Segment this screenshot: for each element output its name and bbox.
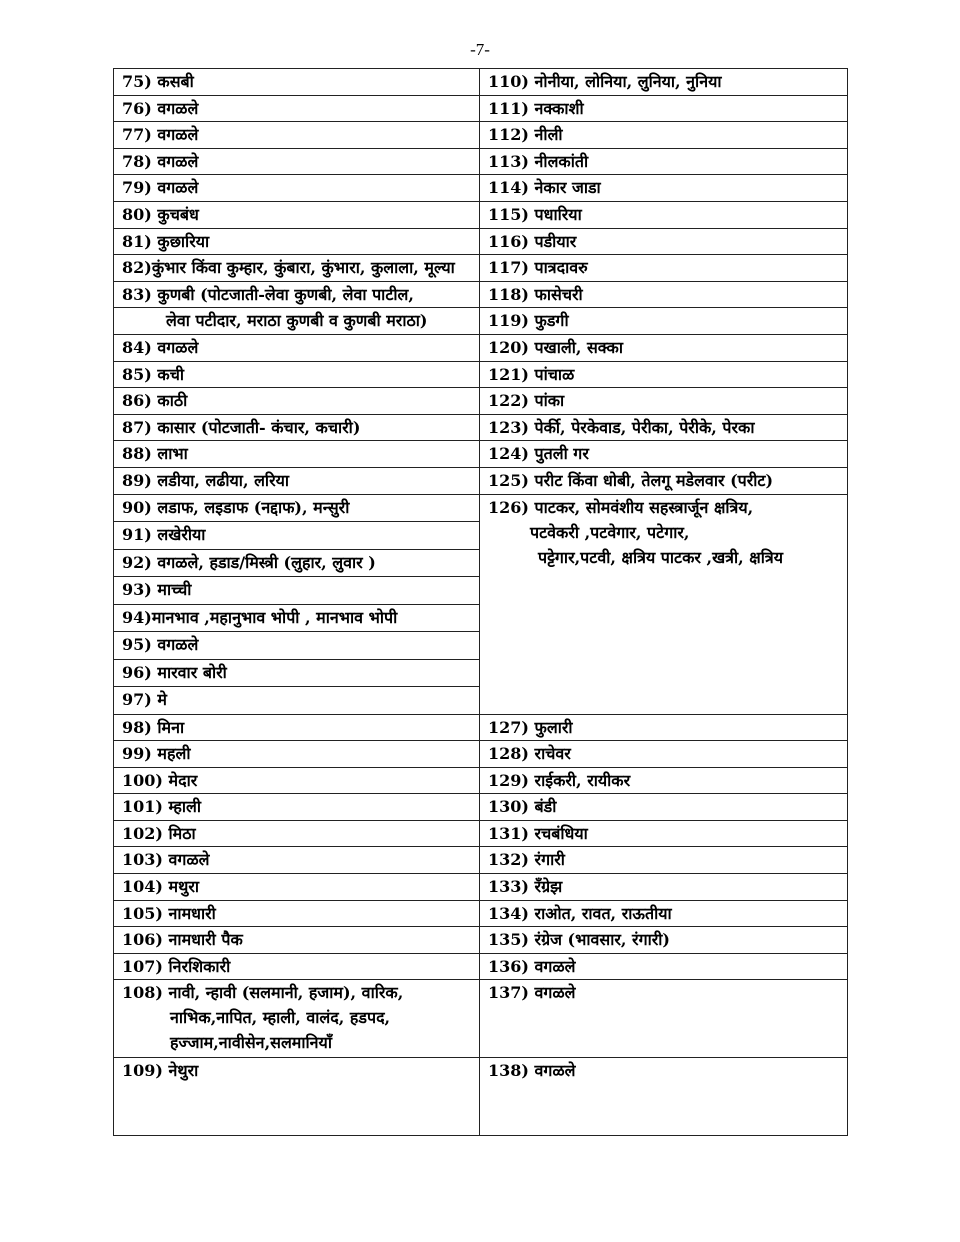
left-cell bbox=[114, 148, 480, 175]
table-row bbox=[114, 148, 848, 175]
entry-text: 85) कची bbox=[122, 364, 184, 384]
entry-text: 88) लाभा bbox=[122, 444, 188, 464]
left-cell bbox=[114, 953, 480, 980]
entry-text: 129) राईकरी, रायीकर bbox=[488, 770, 631, 790]
left-cell bbox=[114, 175, 480, 202]
right-cell bbox=[480, 980, 848, 1058]
left-cell bbox=[114, 441, 480, 468]
table-row bbox=[114, 95, 848, 122]
entry-text: पट्टेगार,पटवी, क्षत्रिय पाटकर ,खत्री, क्षत्रिय bbox=[538, 547, 784, 567]
left-cell bbox=[114, 467, 480, 494]
left-cell bbox=[114, 767, 480, 794]
table-row bbox=[114, 494, 848, 522]
right-cell bbox=[480, 847, 848, 874]
left-cell bbox=[114, 874, 480, 901]
entry-text: हज्जाम,नावीसेन,सलमानियॉं bbox=[170, 1033, 332, 1053]
entry-text: 106) नामधारी पैक bbox=[122, 930, 243, 950]
left-cell bbox=[114, 927, 480, 954]
right-cell bbox=[480, 794, 848, 821]
entry-text: 132) रंगारी bbox=[488, 850, 565, 870]
entry-text: 122) पांका bbox=[488, 391, 565, 411]
entry-text: 80) कुचबंध bbox=[122, 204, 199, 224]
entry-text: 90) लडाफ, लइडाफ (नद्दाफ), मन्सुरी bbox=[122, 497, 350, 517]
table-row bbox=[114, 927, 848, 954]
entry-text: 89) लडीया, लढीया, लरिया bbox=[122, 470, 290, 490]
table-row bbox=[114, 201, 848, 228]
page-number: -7- bbox=[470, 40, 490, 59]
entry-text: पटवेकरी ,पटवेगार, पटेगार, bbox=[530, 522, 690, 542]
entry-text: 99) महली bbox=[122, 744, 191, 764]
entry-text: 114) नेकार जाडा bbox=[488, 178, 601, 198]
table-row bbox=[114, 953, 848, 980]
table-row bbox=[114, 334, 848, 361]
right-cell bbox=[480, 361, 848, 388]
right-cell bbox=[480, 201, 848, 228]
entry-text: 119) फुडगी bbox=[488, 311, 569, 331]
left-cell bbox=[114, 577, 480, 605]
entry-text: 113) नीलकांती bbox=[488, 151, 589, 171]
table-row bbox=[114, 414, 848, 441]
entry-text: 82)कुंभार किंवा कुम्हार, कुंबारा, कुंभारा, कुलाला, मूल्या bbox=[122, 258, 455, 278]
right-cell bbox=[480, 122, 848, 149]
right-cell bbox=[480, 228, 848, 255]
entry-text: 138) वगळले bbox=[488, 1061, 576, 1081]
entry-text: 127) फुलारी bbox=[488, 717, 573, 737]
right-cell bbox=[480, 69, 848, 96]
table-row bbox=[114, 281, 848, 308]
entry-text: 112) नीली bbox=[488, 125, 563, 145]
left-cell bbox=[114, 604, 480, 632]
left-cell bbox=[114, 847, 480, 874]
table-row bbox=[114, 361, 848, 388]
entry-text: 103) वगळले bbox=[122, 850, 210, 870]
left-cell bbox=[114, 414, 480, 441]
entry-text: 131) रचबंधिया bbox=[488, 823, 588, 843]
left-cell bbox=[114, 361, 480, 388]
entry-text: 94)मानभाव ,महानुभाव भोपी , मानभाव भोपी bbox=[122, 607, 398, 627]
entry-text: 75) कसबी bbox=[122, 72, 194, 91]
left-cell bbox=[114, 632, 480, 660]
entry-text: लेवा पटीदार, मराठा कुणबी व कुणबी मराठा) bbox=[166, 311, 428, 331]
entry-text: 96) मारवार बोरी bbox=[122, 662, 227, 682]
table-row bbox=[114, 1058, 848, 1136]
table-row bbox=[114, 69, 848, 96]
right-cell bbox=[480, 388, 848, 415]
table-row bbox=[114, 874, 848, 901]
table-row bbox=[114, 741, 848, 768]
left-cell bbox=[114, 334, 480, 361]
left-cell bbox=[114, 1058, 480, 1136]
right-cell bbox=[480, 95, 848, 122]
left-cell bbox=[114, 741, 480, 768]
table-row bbox=[114, 308, 848, 335]
right-cell bbox=[480, 441, 848, 468]
entry-text: 77) वगळले bbox=[122, 125, 199, 145]
entry-text: नाभिक,नापित, म्हाली, वालंद, हडपद, bbox=[170, 1008, 391, 1028]
entry-text: 118) फासेचरी bbox=[488, 284, 583, 304]
entry-text: 91) लखेरीया bbox=[122, 525, 206, 544]
entry-text: 137) वगळले bbox=[488, 983, 576, 1003]
right-cell bbox=[480, 308, 848, 335]
entry-text: 84) वगळले bbox=[122, 337, 199, 357]
left-cell bbox=[114, 687, 480, 715]
table-row bbox=[114, 175, 848, 202]
left-cell bbox=[114, 549, 480, 577]
table-row bbox=[114, 467, 848, 494]
entry-text: 121) पांचाळ bbox=[488, 364, 575, 384]
table-row bbox=[114, 388, 848, 415]
entry-text: 125) परीट किंवा धोबी, तेलगू मडेलवार (परीट) bbox=[488, 470, 774, 490]
left-cell bbox=[114, 255, 480, 282]
left-cell bbox=[114, 794, 480, 821]
left-cell bbox=[114, 714, 480, 741]
right-cell bbox=[480, 767, 848, 794]
entry-text: 108) नावी, न्हावी (सलमानी, हजाम), वारिक, bbox=[122, 983, 404, 1003]
right-cell bbox=[480, 820, 848, 847]
entry-text: 100) मेदार bbox=[122, 770, 198, 790]
entry-text: 102) मिठा bbox=[122, 823, 196, 843]
right-cell bbox=[480, 1058, 848, 1136]
right-cell bbox=[480, 255, 848, 282]
table-row bbox=[114, 794, 848, 821]
left-cell bbox=[114, 201, 480, 228]
table-row bbox=[114, 980, 848, 1058]
entry-text: 136) वगळले bbox=[488, 956, 576, 976]
entry-text: 110) नोनीया, लोनिया, लुनिया, नुनिया bbox=[488, 72, 722, 91]
entry-text: 133) रँग्रेझ bbox=[488, 877, 563, 897]
entry-text: 111) नक्काशी bbox=[488, 98, 584, 118]
entry-text: 120) पखाली, सक्का bbox=[488, 337, 623, 357]
entry-text: 126) पाटकर, सोमवंशीय सहस्त्रार्जून क्षत्रिय, bbox=[488, 497, 754, 517]
right-cell bbox=[480, 874, 848, 901]
right-cell bbox=[480, 281, 848, 308]
entry-text: 115) पधारिया bbox=[488, 204, 582, 224]
right-cell bbox=[480, 953, 848, 980]
entry-text: 86) काठी bbox=[122, 391, 188, 411]
entry-text: 92) वगळले, हडाड/मिस्त्री (लुहार, लुवार ) bbox=[122, 552, 376, 572]
table-row bbox=[114, 820, 848, 847]
entry-text: 93) माच्ची bbox=[122, 580, 192, 599]
table-row bbox=[114, 122, 848, 149]
entry-text: 130) बंडी bbox=[488, 797, 557, 817]
right-cell bbox=[480, 741, 848, 768]
entry-text: 116) पडीयार bbox=[488, 231, 577, 251]
entry-text: 117) पात्रदावरु bbox=[488, 258, 588, 278]
right-cell bbox=[480, 414, 848, 441]
left-cell bbox=[114, 308, 480, 335]
right-cell bbox=[480, 334, 848, 361]
table-row bbox=[114, 441, 848, 468]
left-cell bbox=[114, 95, 480, 122]
entry-text: 124) पुतली गर bbox=[488, 444, 589, 464]
table-row bbox=[114, 714, 848, 741]
entry-text: 97) मे bbox=[122, 690, 167, 709]
table-row bbox=[114, 767, 848, 794]
entry-text: 81) कुछारिया bbox=[122, 231, 210, 251]
entry-text: 79) वगळले bbox=[122, 178, 199, 198]
right-cell bbox=[480, 175, 848, 202]
left-cell bbox=[114, 494, 480, 522]
left-cell bbox=[114, 228, 480, 255]
table-row bbox=[114, 255, 848, 282]
right-cell bbox=[480, 714, 848, 741]
left-cell bbox=[114, 281, 480, 308]
left-cell bbox=[114, 820, 480, 847]
entry-text: 101) म्हाली bbox=[122, 797, 202, 817]
entry-text: 104) मथुरा bbox=[122, 877, 200, 897]
entry-text: 123) पेर्की, पेरकेवाड, पेरीका, पेरीके, पेरका bbox=[488, 417, 755, 437]
left-cell bbox=[114, 122, 480, 149]
entry-text: 128) राचेवर bbox=[488, 744, 571, 764]
right-cell bbox=[480, 148, 848, 175]
entry-text: 107) निरशिकारी bbox=[122, 956, 231, 976]
left-cell bbox=[114, 388, 480, 415]
right-cell bbox=[480, 900, 848, 927]
table-row bbox=[114, 900, 848, 927]
entry-text: 76) वगळले bbox=[122, 98, 199, 118]
entry-text: 135) रंग्रेज (भावसार, रंगारी) bbox=[488, 930, 671, 950]
left-cell bbox=[114, 980, 480, 1058]
table-row bbox=[114, 847, 848, 874]
caste-list-table bbox=[113, 68, 848, 1136]
right-cell bbox=[480, 467, 848, 494]
left-cell bbox=[114, 522, 480, 550]
left-cell bbox=[114, 900, 480, 927]
left-cell bbox=[114, 659, 480, 687]
entry-text: 109) नेथुरा bbox=[122, 1061, 199, 1081]
table-row bbox=[114, 228, 848, 255]
entry-text: 83) कुणबी (पोटजाती-लेवा कुणबी, लेवा पाटील, bbox=[122, 284, 414, 304]
right-cell bbox=[480, 927, 848, 954]
entry-text: 105) नामधारी bbox=[122, 903, 216, 923]
entry-text: 87) कासार (पोटजाती- कंचार, कचारी) bbox=[122, 417, 361, 437]
right-cell-merged bbox=[480, 494, 848, 714]
entry-text: 95) वगळले bbox=[122, 635, 199, 654]
entry-text: 98) मिना bbox=[122, 717, 185, 737]
left-cell bbox=[114, 69, 480, 96]
entry-text: 134) राओत, रावत, राऊतीया bbox=[488, 903, 672, 923]
entry-text: 78) वगळले bbox=[122, 151, 199, 171]
